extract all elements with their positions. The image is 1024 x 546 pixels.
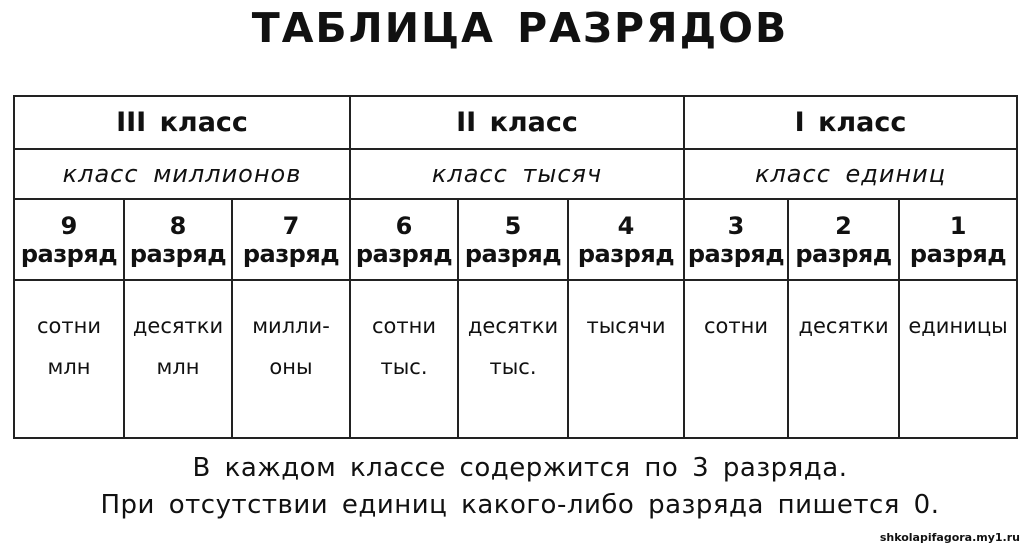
rank-name-line: тыс.	[380, 355, 428, 379]
rank-cell-6	[350, 199, 458, 280]
rank-name-line: сотни	[704, 314, 769, 338]
rank-name-line: единицы	[908, 314, 1008, 338]
rank-name-1	[899, 280, 1017, 438]
rank-name-line: тысячи	[586, 314, 666, 338]
rank-word: разряд	[20, 239, 118, 268]
rank-word: разряд	[577, 239, 675, 268]
class-header-thousands: II класс	[350, 96, 684, 149]
rank-cell-9	[14, 199, 124, 280]
source-credit: shkolapifagora.my1.ru	[879, 531, 1020, 544]
rank-name-line: милли-	[252, 314, 330, 338]
rank-name-line: сотни	[371, 314, 436, 338]
rank-name-2	[788, 280, 899, 438]
rank-name-3	[684, 280, 788, 438]
rank-name-line: десятки	[132, 314, 224, 338]
rank-number-row	[14, 199, 1017, 280]
class-name-units: класс единиц	[684, 149, 1017, 199]
rank-number: 7	[282, 211, 300, 240]
class-name-millions: класс миллионов	[14, 149, 350, 199]
rank-name-5	[458, 280, 568, 438]
rank-number: 6	[395, 211, 413, 240]
rank-name-4	[568, 280, 684, 438]
rank-cell-7	[232, 199, 350, 280]
rank-name-line: сотни	[36, 314, 101, 338]
rank-name-line: млн	[47, 355, 91, 379]
rank-cell-2	[788, 199, 899, 280]
rank-cell-8	[124, 199, 232, 280]
rank-name-line: тыс.	[489, 355, 537, 379]
class-header-millions: III класс	[14, 96, 350, 149]
class-name-thousands: класс тысяч	[350, 149, 684, 199]
rank-name-line: десятки	[467, 314, 559, 338]
footer-note-ranks: В каждом классе содержится по 3 разряда.	[192, 453, 848, 483]
rank-cell-1	[899, 199, 1017, 280]
rank-number: 9	[60, 211, 78, 240]
rank-cell-4	[568, 199, 684, 280]
rank-name-row	[14, 280, 1017, 438]
class-name-row	[14, 149, 1017, 199]
rank-word: разряд	[129, 239, 227, 268]
rank-word: разряд	[687, 239, 785, 268]
rank-number: 3	[727, 211, 745, 240]
rank-name-9	[14, 280, 124, 438]
footer-note-zero: При отсутствии единиц какого-либо разряда пишется 0.	[100, 490, 940, 520]
rank-number: 2	[835, 211, 852, 240]
page-title: ТАБЛИЦА РАЗРЯДОВ	[251, 4, 789, 52]
rank-word: разряд	[795, 239, 892, 268]
rank-cell-5	[458, 199, 568, 280]
rank-number: 4	[617, 211, 635, 240]
class-header-row	[14, 96, 1017, 149]
rank-number: 1	[949, 211, 967, 240]
rank-cell-3	[684, 199, 788, 280]
rank-number: 8	[169, 211, 187, 240]
class-header-units: I класс	[684, 96, 1017, 149]
rank-word: разряд	[464, 239, 562, 268]
rank-name-6	[350, 280, 458, 438]
rank-name-line: оны	[269, 355, 313, 379]
rank-number: 5	[504, 211, 522, 240]
rank-name-7	[232, 280, 350, 438]
rank-name-line: десятки	[798, 314, 889, 338]
rank-word: разряд	[355, 239, 453, 268]
rank-name-line: млн	[156, 355, 200, 379]
rank-name-8	[124, 280, 232, 438]
rank-word: разряд	[242, 239, 340, 268]
rank-word: разряд	[909, 239, 1007, 268]
rank-table	[13, 95, 1018, 439]
